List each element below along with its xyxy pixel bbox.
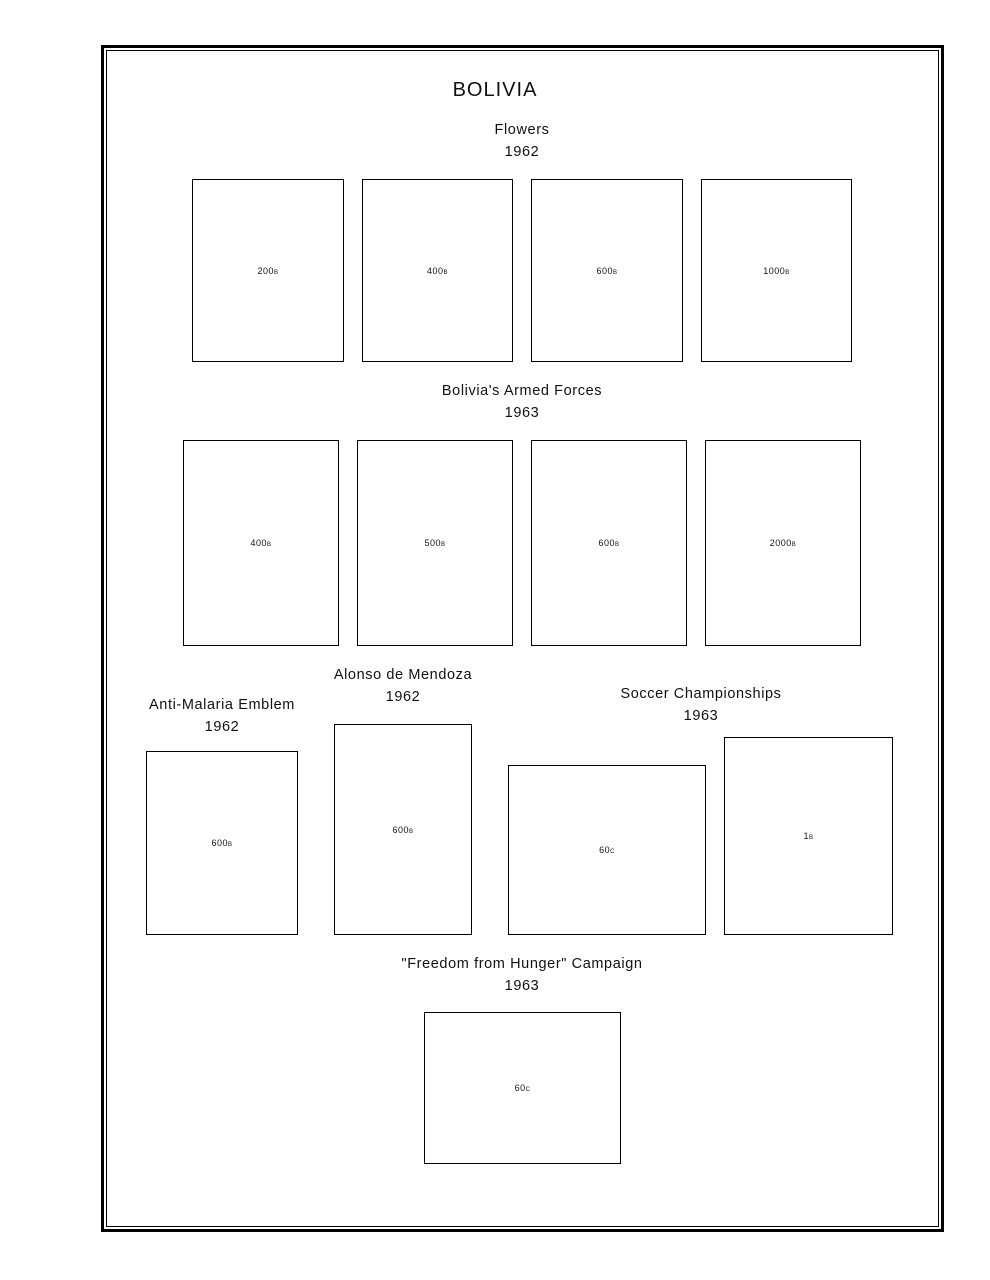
- stamp-space: [146, 751, 298, 935]
- issue-title-freedom-from-hunger: [322, 953, 722, 997]
- stamp-denomination: 500b: [424, 538, 446, 548]
- stamp-denomination: 60c: [514, 1083, 531, 1093]
- stamp-space: [531, 179, 683, 362]
- stamp-space: [724, 737, 893, 935]
- stamp-space: [357, 440, 513, 646]
- stamp-denomination: 1000b: [763, 265, 790, 276]
- issue-name: "Freedom from Hunger" Campaign: [401, 956, 643, 972]
- stamp-denomination: 400b: [426, 265, 449, 276]
- issue-title-armed-forces: [372, 380, 672, 424]
- issue-year: 1962: [204, 719, 240, 735]
- stamp-space: [705, 440, 861, 646]
- stamp-denomination: 600b: [392, 824, 414, 835]
- issue-year: 1963: [683, 708, 719, 724]
- issue-title-soccer: [571, 683, 831, 727]
- stamp-space: [701, 179, 852, 362]
- issue-year: 1962: [385, 689, 421, 705]
- issue-name: Bolivia's Armed Forces: [441, 383, 603, 399]
- stamp-denomination: 600b: [596, 265, 618, 276]
- stamp-denomination: 600b: [598, 538, 620, 548]
- issue-title-flowers: [372, 119, 672, 163]
- issue-name: Flowers: [494, 122, 550, 138]
- stamp-space: [334, 724, 472, 935]
- stamp-denomination: 1b: [803, 831, 814, 841]
- stamp-space: [508, 765, 706, 935]
- stamp-space: [192, 179, 344, 362]
- issue-name: Alonso de Mendoza: [333, 667, 473, 683]
- issue-name: Soccer Championships: [620, 686, 782, 702]
- stamp-denomination: 600b: [211, 838, 233, 848]
- stamp-space: [362, 179, 513, 362]
- stamp-denomination: 60c: [599, 845, 615, 855]
- stamp-denomination: 2000b: [769, 538, 797, 548]
- stamp-space: [531, 440, 687, 646]
- issue-name: Anti-Malaria Emblem: [149, 697, 295, 713]
- stamp-denomination: 400b: [250, 538, 272, 548]
- issue-title-alonso-de-mendoza: [303, 664, 503, 708]
- stamp-space: [424, 1012, 621, 1164]
- issue-title-anti-malaria: [122, 694, 322, 738]
- issue-year: 1962: [504, 144, 540, 160]
- stamp-denomination: 200b: [257, 265, 279, 276]
- issue-year: 1963: [504, 405, 540, 421]
- issue-year: 1963: [504, 978, 540, 994]
- stamp-space: [183, 440, 339, 646]
- country-title: BOLIVIA: [452, 79, 538, 101]
